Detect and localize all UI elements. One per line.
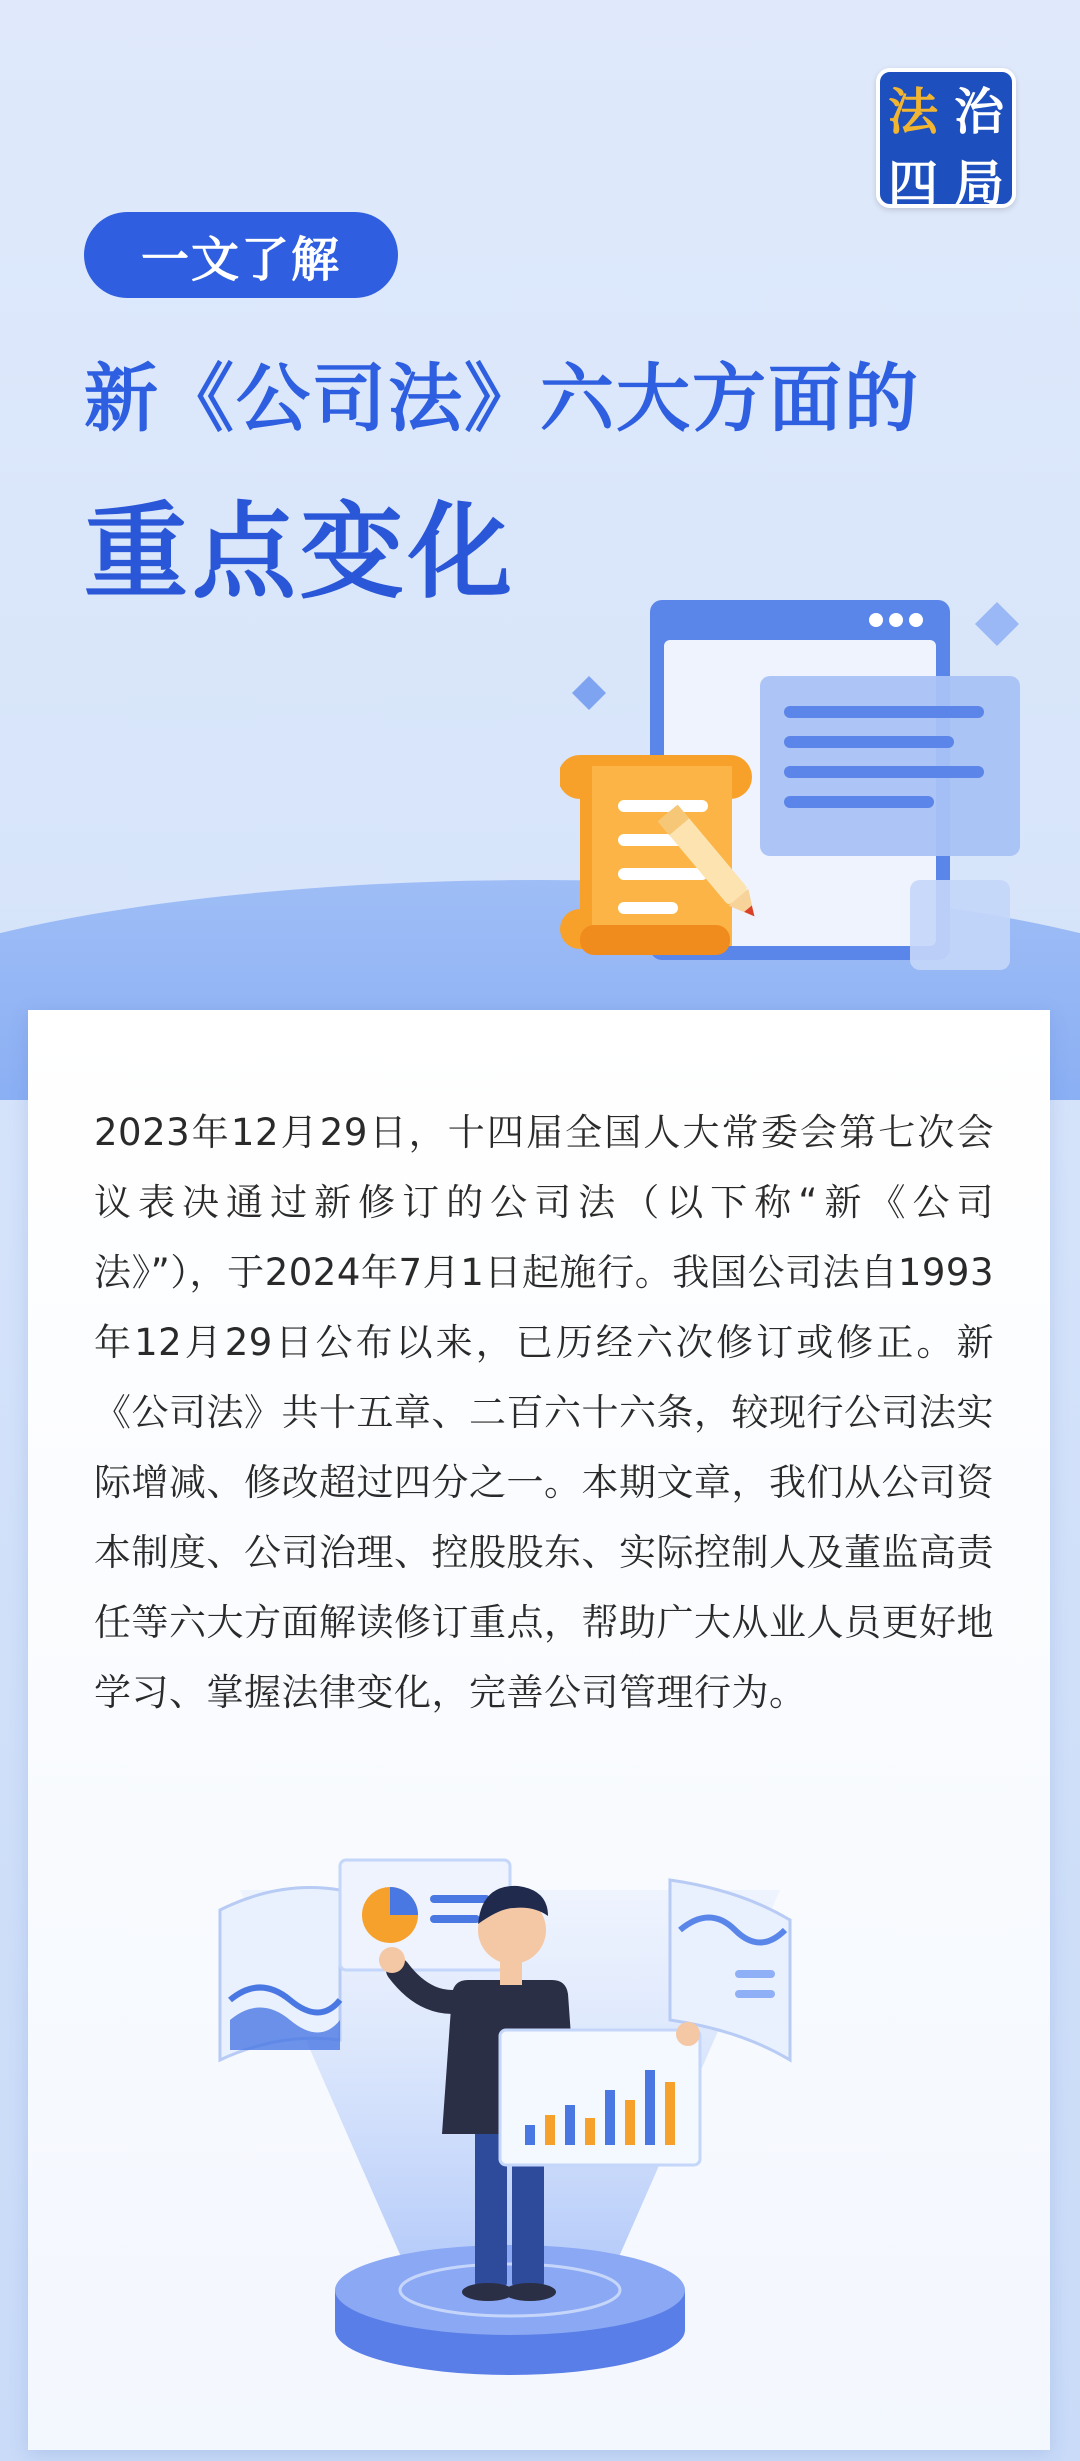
article-paragraph: 2023年12月29日，十四届全国人大常委会第七次会议表决通过新修订的公司法（以下称“新《公司法》”），于2024年7月1日起施行。我国公司法自1993年12月29日公布以来，已历经六次修订或修正。新《公司法》共十五章、二百六十六条，较现行公司法实际增减、修改超过四分之一。本期文章，我们从公司资本制度、公司治理、控股股东、实际控制人及董监高责任等六大方面解读修订重点，帮助广大从业人员更好地学习、掌握法律变化，完善公司管理行为。 [94, 1111, 994, 1714]
topic-tag: 一文了解 [84, 212, 398, 298]
presenter-illustration [200, 1820, 820, 2400]
brand-logo [876, 68, 1016, 213]
page-title-line2: 重点变化 [84, 491, 517, 613]
document-scroll-illustration [560, 580, 1080, 1000]
page-title-line1: 新《公司法》六大方面的 [84, 356, 920, 442]
logo-char: 法 [888, 83, 938, 141]
logo-char: 四 [888, 155, 938, 213]
logo-char: 局 [954, 155, 1004, 213]
logo-char: 治 [954, 83, 1004, 141]
